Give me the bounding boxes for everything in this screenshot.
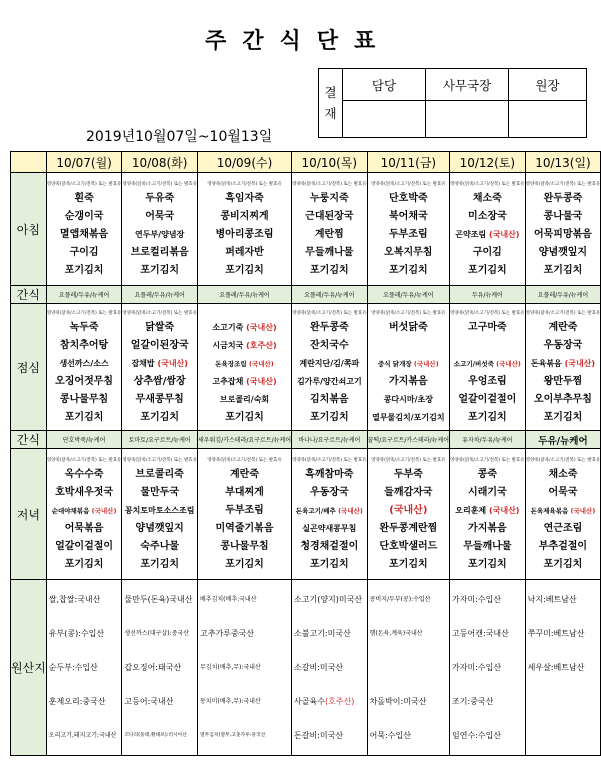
menu-line: 포기김치 bbox=[225, 411, 264, 423]
menu-line: 녹두죽 bbox=[69, 321, 99, 333]
approval-sign-manager[interactable] bbox=[426, 101, 509, 138]
menu-cell-dinner bbox=[292, 449, 368, 580]
menu-line: 어묵:수입산 bbox=[369, 730, 411, 740]
snack-cell: 요플레/두유/뉴케어 bbox=[367, 286, 449, 304]
menu-line: 포기김치 bbox=[140, 411, 180, 423]
approval-sign-staff[interactable] bbox=[343, 101, 426, 138]
snack-cell: 두유/뉴케어 bbox=[525, 431, 601, 449]
menu-line: 호박새우젓국 bbox=[55, 486, 114, 498]
menu-line: 계란죽 bbox=[548, 321, 578, 333]
menu-line: 꼬다리(동태,황태포):러시아산 bbox=[124, 732, 187, 738]
menu-line: 미소장국 bbox=[468, 210, 507, 222]
snack-cell: 두유/뉴케어 bbox=[450, 286, 526, 304]
menu-line: (국내산) bbox=[389, 504, 428, 516]
origin-cell bbox=[367, 580, 449, 756]
menu-line: 참치추어탕 bbox=[59, 339, 109, 351]
menu-cell-lunch bbox=[122, 304, 198, 431]
menu-line: 영양죽(닭죽/소고기/전복) 또는 발효유 bbox=[292, 181, 367, 187]
day-header: 10/13(일) bbox=[525, 152, 601, 173]
day-header: 10/07(월) bbox=[46, 152, 122, 173]
menu-line bbox=[368, 337, 449, 355]
menu-line: 들깨감자국 bbox=[384, 486, 433, 498]
menu-line: 흰죽 bbox=[74, 192, 94, 204]
menu-line: 채소죽 bbox=[472, 192, 502, 204]
menu-line: 오이부추무침 bbox=[533, 393, 592, 405]
menu-line: 영양죽(닭죽/소고기/전복) 또는 발효유 bbox=[46, 310, 122, 316]
menu-line bbox=[528, 719, 601, 753]
menu-cell-breakfast bbox=[122, 173, 198, 286]
approval-sign-director[interactable] bbox=[509, 101, 587, 138]
menu-line: 부추겉절이 bbox=[538, 540, 588, 552]
menu-line: 상추쌈/쌈장 bbox=[133, 375, 186, 387]
menu-line: 물만두국 bbox=[140, 486, 180, 498]
menu-line: 조기:중국산 bbox=[452, 696, 494, 706]
menu-line: 누룽지죽 bbox=[310, 192, 349, 204]
menu-line: 미역줄기볶음 bbox=[215, 522, 274, 534]
menu-line: 돈갈비:미국산 bbox=[294, 730, 344, 740]
day-header: 10/10(목) bbox=[292, 152, 368, 173]
menu-line: 병아리콩조림 bbox=[215, 228, 274, 240]
menu-line: 양념깻잎지 bbox=[135, 522, 184, 534]
menu-line: 양념깻잎지 bbox=[538, 246, 588, 258]
menu-cell-breakfast bbox=[450, 173, 526, 286]
menu-line: 쌀,찹쌀:국내산 bbox=[48, 594, 101, 604]
menu-line bbox=[450, 337, 525, 355]
menu-line: 돈육장조림 (국내산) bbox=[215, 359, 274, 368]
menu-line: 연두부/양념장 bbox=[135, 229, 185, 239]
menu-cell-lunch bbox=[367, 304, 449, 431]
menu-line: 포기김치 bbox=[225, 264, 264, 276]
snack-cell: 요플레/두유/뉴케어 bbox=[46, 286, 122, 304]
menu-cell-breakfast bbox=[367, 173, 449, 286]
menu-line: 계란죽 bbox=[230, 468, 259, 480]
menu-line: 두부죽 bbox=[393, 468, 423, 480]
menu-line: 근대된장국 bbox=[305, 210, 354, 222]
menu-line: 구이김 bbox=[69, 246, 99, 258]
menu-line: 영양죽(닭죽/소고기/전복) 또는 발효유 bbox=[371, 310, 446, 316]
menu-line: 가지볶음 bbox=[389, 375, 428, 387]
menu-line: 오리고기,돼지고기:국내산 bbox=[48, 731, 117, 739]
menu-line: 어묵국 bbox=[548, 486, 578, 498]
menu-line: 브로컬리볶음 bbox=[130, 246, 189, 258]
menu-line: 우동장국 bbox=[543, 339, 583, 351]
menu-line: 콩나물국 bbox=[543, 210, 583, 222]
menu-line: 물만두(돈육)국내산 bbox=[124, 594, 193, 604]
menu-line: 시금치국 (호주산) bbox=[212, 340, 277, 350]
page-title: 주간식단표 bbox=[205, 29, 392, 54]
menu-line: 영양죽(닭죽/소고기/전복) 또는 발효유 bbox=[122, 181, 197, 187]
menu-line: 북어채국 bbox=[389, 210, 428, 222]
menu-line: 채소죽 bbox=[548, 468, 578, 480]
menu-line: 유부(콩):수입산 bbox=[48, 628, 105, 638]
menu-line: 숙주나물 bbox=[140, 540, 180, 552]
menu-line: 훈제오리:중국산 bbox=[48, 696, 106, 706]
menu-cell-breakfast bbox=[46, 173, 122, 286]
menu-line: 포기김치 bbox=[389, 264, 428, 276]
menu-line: 생선까스/소스 bbox=[59, 358, 109, 368]
snack-cell: 토마토/요구르트/뉴케어 bbox=[122, 431, 198, 449]
menu-line: 곤약조림 (국내산) bbox=[455, 229, 520, 239]
menu-line: 영양죽(닭죽/소고기/전복) 또는 발효유 bbox=[525, 181, 601, 187]
menu-line: 영양죽(닭죽/소고기/전복) 또는 발효유 bbox=[525, 310, 601, 316]
menu-line: 콩다시마/초장 bbox=[383, 394, 433, 404]
menu-line: 영양죽(닭죽/소고기/전복) 또는 발효유 bbox=[122, 310, 197, 316]
menu-line: 왕만두찜 bbox=[543, 375, 583, 387]
menu-line: 돈육고기/배추 (국내산) bbox=[295, 506, 363, 515]
menu-line: 부대찌게 bbox=[225, 486, 264, 498]
menu-line: 포기김치 bbox=[389, 558, 428, 570]
menu-cell-breakfast bbox=[292, 173, 368, 286]
menu-line: 낙지:베트남산 bbox=[527, 594, 577, 604]
snack-cell: 새우튀김/카스테라/요구르트/뉴케어 bbox=[198, 431, 292, 449]
menu-line: 포기김치 bbox=[140, 264, 180, 276]
menu-line: 콩죽 bbox=[477, 468, 498, 480]
menu-line: 얼갈이된장국 bbox=[130, 339, 189, 351]
menu-line: 돈육볶음 (국내산) bbox=[530, 358, 596, 368]
menu-line: 콩비지/두부(콩):수입산 bbox=[369, 595, 431, 603]
menu-line: 순두부:수입산 bbox=[48, 662, 98, 672]
menu-line: 오리훈제 (국내산) bbox=[455, 505, 520, 515]
menu-line: 가자미:수입산 bbox=[452, 594, 502, 604]
menu-line: 영양죽(닭죽/소고기/전복) 또는 발효유 bbox=[371, 181, 446, 187]
snack-cell: 단호박죽/뉴케어 bbox=[46, 431, 122, 449]
weekly-menu-table bbox=[10, 151, 601, 756]
menu-line: 콩나물무침 bbox=[220, 540, 269, 552]
menu-line: 우동장국 bbox=[310, 486, 349, 498]
meal-label-breakfast: 아침 bbox=[11, 173, 47, 286]
menu-line: 계란지단/김/쪽파 bbox=[299, 358, 360, 368]
menu-line: 닭쌀죽 bbox=[145, 321, 175, 333]
menu-line: 포기김치 bbox=[310, 264, 349, 276]
menu-line: 완두콩계란찜 bbox=[379, 522, 438, 534]
menu-line: 고구마죽 bbox=[468, 321, 507, 333]
menu-cell-lunch bbox=[292, 304, 368, 431]
meal-label-snack1: 간식 bbox=[11, 286, 47, 304]
menu-line: 중식 닭개장 (국내산) bbox=[377, 359, 439, 368]
menu-line: 영양죽(닭죽/소고기/전복) 또는 발효유 bbox=[207, 181, 282, 187]
menu-line: 세우살:베트남산 bbox=[527, 662, 585, 672]
meal-label-lunch: 점심 bbox=[11, 304, 47, 431]
menu-line: 무김치(배추,무):국내산 bbox=[200, 663, 261, 671]
menu-line: 돈육제육볶음 (국내산) bbox=[530, 506, 596, 515]
menu-line: 김가루/양간쇠고기 bbox=[296, 376, 362, 386]
menu-line: 두유죽 bbox=[145, 192, 175, 204]
meal-label-dinner: 저녁 bbox=[11, 449, 47, 580]
menu-line: 브로콜리/숙회 bbox=[219, 394, 270, 404]
menu-line: 영양죽(닭죽/소고기/전복) 또는 발효유 bbox=[292, 457, 367, 463]
corner-cell bbox=[11, 152, 47, 173]
menu-line: 가자미:수입산 bbox=[452, 662, 502, 672]
menu-line: 꽁치토마토소스조림 bbox=[124, 505, 195, 515]
menu-line: 콩나물무침 bbox=[59, 393, 109, 405]
menu-line: 햄(돈육,계육)국내산 bbox=[369, 629, 423, 637]
approval-header-director: 원장 bbox=[509, 69, 587, 101]
menu-line: 영양죽(닭죽/소고기/전복) 또는 발효유 bbox=[450, 310, 525, 316]
menu-line: 영양죽(닭죽/소고기/전복) 또는 발효유 bbox=[46, 181, 122, 187]
menu-cell-breakfast bbox=[198, 173, 292, 286]
menu-line: 소고기죽 (국내산) bbox=[212, 322, 277, 332]
menu-line: 무새콩무침 bbox=[135, 393, 184, 405]
menu-line: 얼갈이겉절이 bbox=[55, 540, 114, 552]
menu-line: 단호박죽 bbox=[389, 192, 428, 204]
menu-line: 영양죽(닭죽/소고기/전복) 또는 발효유 bbox=[525, 457, 601, 463]
menu-cell-lunch bbox=[450, 304, 526, 431]
menu-line: 무들깨나물 bbox=[305, 246, 354, 258]
menu-line: 생선까스(대구살):중국산 bbox=[124, 629, 190, 637]
menu-line: 갑오징어:태국산 bbox=[124, 662, 182, 672]
menu-line: 포기김치 bbox=[64, 411, 104, 423]
menu-line bbox=[198, 308, 291, 319]
menu-line: 포기김치 bbox=[64, 264, 104, 276]
menu-line: 소갈비:미국산 bbox=[294, 662, 344, 672]
menu-line: 포기김치 bbox=[310, 558, 349, 570]
approval-header-manager: 사무국장 bbox=[426, 69, 509, 101]
approval-header-staff: 담당 bbox=[343, 69, 426, 101]
origin-cell bbox=[450, 580, 526, 756]
menu-line: 사골육수(호주산) bbox=[294, 696, 355, 706]
menu-cell-lunch bbox=[198, 304, 292, 431]
menu-line: 포기김치 bbox=[543, 558, 583, 570]
menu-line: 고추가루중국산 bbox=[200, 628, 255, 638]
day-header: 10/12(토) bbox=[450, 152, 526, 173]
menu-cell-lunch bbox=[525, 304, 601, 431]
snack-cell: 요플레/두유/뉴케어 bbox=[198, 286, 292, 304]
menu-cell-dinner bbox=[198, 449, 292, 580]
menu-line: 영양죽(닭죽/소고기/전복) 또는 발효유 bbox=[46, 457, 122, 463]
menu-line: 흑임자죽 bbox=[225, 192, 264, 204]
day-header: 10/11(금) bbox=[367, 152, 449, 173]
menu-line: 순갱이국 bbox=[64, 210, 104, 222]
meal-label-origin: 원산지 bbox=[11, 580, 47, 756]
menu-line: 어묵피망볶음 bbox=[533, 228, 592, 240]
origin-cell bbox=[46, 580, 122, 756]
snack-cell: 요플레/두유/뉴케어 bbox=[525, 286, 601, 304]
menu-line: 포기김치 bbox=[543, 411, 583, 423]
menu-line: 어묵국 bbox=[145, 210, 175, 222]
menu-line: 순대야채볶음 (국내산) bbox=[51, 506, 117, 515]
menu-line: 고등어캔:국내산 bbox=[452, 628, 509, 638]
snack-cell: 바나나/요구르트/뉴케어 bbox=[292, 431, 368, 449]
menu-line: 우엉조림 bbox=[468, 375, 507, 387]
day-header: 10/09(수) bbox=[198, 152, 292, 173]
menu-line: 청경채겉절이 bbox=[300, 540, 359, 552]
menu-line: 김치볶음 bbox=[310, 393, 349, 405]
menu-cell-dinner bbox=[46, 449, 122, 580]
menu-line: 버섯닭죽 bbox=[389, 321, 428, 333]
menu-line: 계란찜 bbox=[314, 228, 344, 240]
menu-line: 포기김치 bbox=[468, 264, 507, 276]
menu-line: 가지볶음 bbox=[468, 522, 507, 534]
menu-line: 소고기/버섯죽 (국내산) bbox=[453, 359, 521, 368]
menu-line: 잡채밥 (국내산) bbox=[131, 358, 188, 368]
menu-line: 포기김치 bbox=[543, 264, 583, 276]
menu-line: 완두콩죽 bbox=[543, 192, 583, 204]
menu-line: 오복지무침 bbox=[384, 246, 433, 258]
menu-line: 차돌박이:미국산 bbox=[369, 696, 427, 706]
menu-line: 얼갈이겉절이 bbox=[458, 393, 517, 405]
origin-cell bbox=[292, 580, 368, 756]
menu-cell-dinner bbox=[450, 449, 526, 580]
day-header: 10/08(화) bbox=[122, 152, 198, 173]
meal-label-snack2: 간식 bbox=[11, 431, 47, 449]
menu-line: 영양죽(닭죽/소고기/전복) 또는 발효유 bbox=[450, 181, 525, 187]
menu-line: 쭈꾸미:베트남산 bbox=[527, 628, 585, 638]
menu-line: 두부조림 bbox=[225, 504, 264, 516]
menu-line: 흑깨참마죽 bbox=[305, 468, 354, 480]
menu-line: 시래기국 bbox=[468, 486, 507, 498]
origin-cell bbox=[525, 580, 601, 756]
menu-line: 동치미(배추,무):국내산 bbox=[200, 697, 261, 705]
snack-cell: 요플레/두유/뉴케어 bbox=[122, 286, 198, 304]
snack-cell: 유자차/두유/뉴케어 bbox=[450, 431, 526, 449]
menu-line: 열무물김치/포기김치 bbox=[372, 412, 445, 422]
menu-line: 영양죽(닭죽/소고기/전복) 또는 발효유 bbox=[122, 457, 197, 463]
menu-line bbox=[370, 651, 449, 685]
origin-cell bbox=[122, 580, 198, 756]
menu-line: 두부조림 bbox=[389, 228, 428, 240]
menu-line: 구이김 bbox=[472, 246, 502, 258]
menu-line: 포기김치 bbox=[225, 558, 264, 570]
menu-line: 배추김치(배추:국내산 bbox=[200, 595, 257, 603]
menu-line: 소고기(양지)미국산 bbox=[294, 594, 363, 604]
snack-cell: 꿀떡/요구르트/카스테라/뉴케어 bbox=[367, 431, 449, 449]
menu-line: 소불고기:미국산 bbox=[294, 628, 351, 638]
approval-label: 결재 bbox=[319, 69, 343, 138]
origin-cell bbox=[198, 580, 292, 756]
snack-cell: 요플레/두유/뉴케어 bbox=[292, 286, 368, 304]
menu-line: 영양죽(닭죽/소고기/전복) 또는 발효유 bbox=[371, 457, 446, 463]
menu-line: 열무김치(열무,고춧가루:중국산 bbox=[200, 732, 266, 738]
menu-line: 연근조림 bbox=[543, 522, 583, 534]
menu-line: 완두콩죽 bbox=[310, 321, 349, 333]
menu-line: 임연수:수입산 bbox=[452, 730, 502, 740]
menu-cell-lunch bbox=[46, 304, 122, 431]
menu-line: 브로콜리죽 bbox=[135, 468, 184, 480]
menu-cell-breakfast bbox=[525, 173, 601, 286]
menu-cell-dinner bbox=[122, 449, 198, 580]
menu-line: 단호박샐러드 bbox=[379, 540, 438, 552]
menu-line bbox=[528, 685, 601, 719]
menu-period: 2019년10월07일~10월13일 bbox=[86, 129, 273, 145]
menu-line: 퍼레자반 bbox=[225, 246, 264, 258]
menu-line: 멸앱채볶음 bbox=[59, 228, 109, 240]
menu-line: 영양죽(닭죽/소고기/전복) 또는 발효유 bbox=[292, 310, 367, 316]
menu-line: 고등어:국내산 bbox=[124, 696, 174, 706]
menu-line: 오징어젓무침 bbox=[55, 375, 114, 387]
menu-line: 포기김치 bbox=[468, 558, 507, 570]
menu-cell-dinner bbox=[367, 449, 449, 580]
menu-line: 옥수수죽 bbox=[64, 468, 104, 480]
menu-line: 포기김치 bbox=[310, 411, 349, 423]
menu-line: 잔치국수 bbox=[310, 339, 349, 351]
menu-line: 어묵볶음 bbox=[64, 522, 104, 534]
menu-line: 무들깨나물 bbox=[463, 540, 512, 552]
approval-box bbox=[318, 68, 587, 138]
menu-line: 영양죽(닭죽/소고기/전복) 또는 발효유 bbox=[450, 457, 525, 463]
menu-line: 포기김치 bbox=[64, 558, 104, 570]
menu-line: 포기김치 bbox=[468, 411, 507, 423]
menu-line: 콩비지찌게 bbox=[220, 210, 269, 222]
menu-line: 실곤약새콩무침 bbox=[302, 523, 357, 533]
menu-line: 포기김치 bbox=[140, 558, 180, 570]
menu-line: 영양죽(닭죽/소고기/전복) 또는 발효유 bbox=[207, 457, 282, 463]
menu-cell-dinner bbox=[525, 449, 601, 580]
menu-line: 고추잡채 (국내산) bbox=[212, 376, 277, 386]
